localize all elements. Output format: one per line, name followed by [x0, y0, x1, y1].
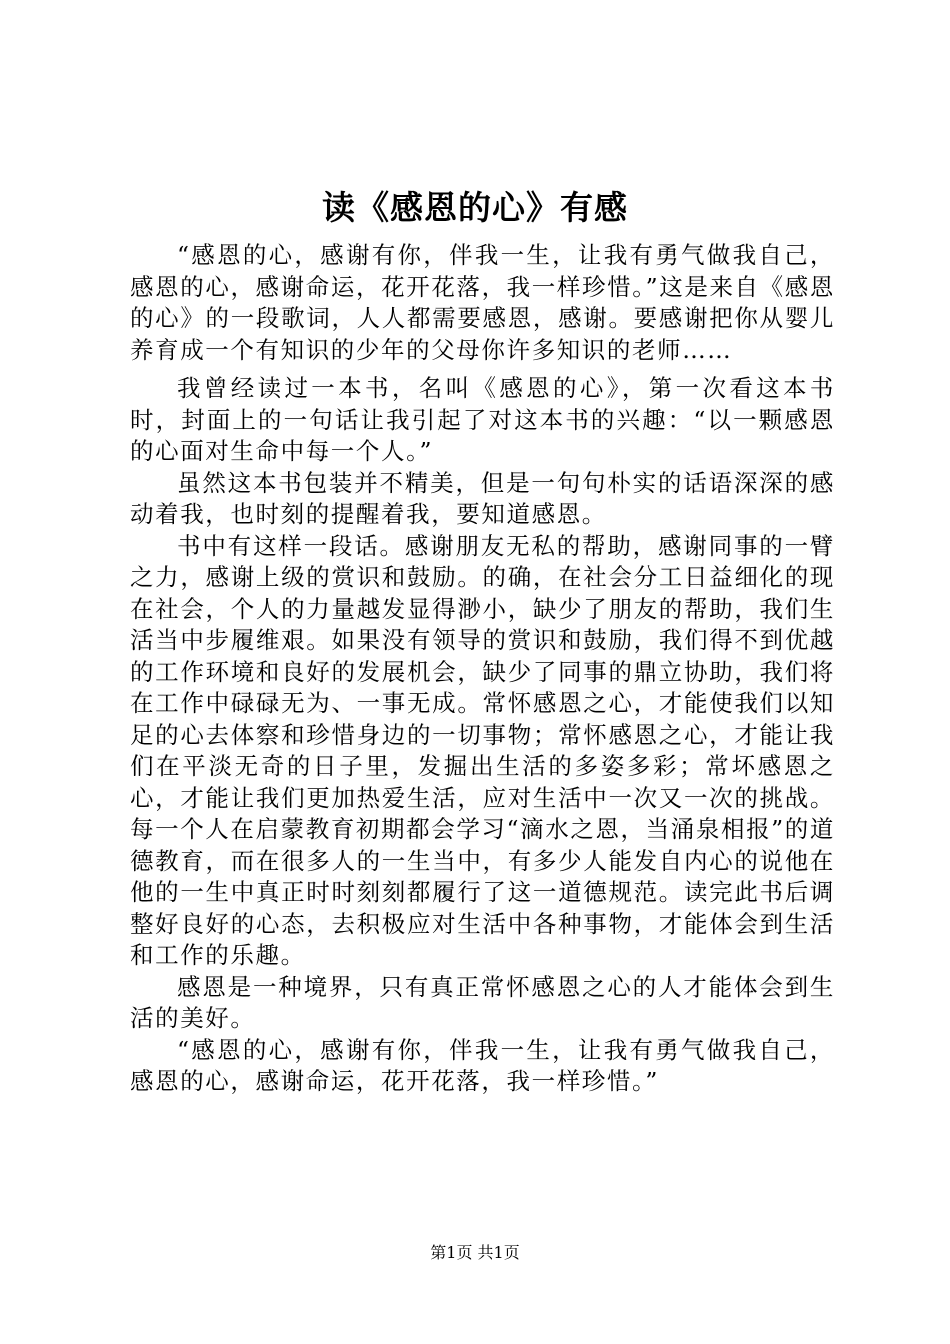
page-footer: 第1页 共1页: [430, 1243, 520, 1262]
paragraph-6: “感恩的心，感谢有你，伴我一生，让我有勇气做我自己，感恩的心，感谢命运，花开花落，我一样珍惜。”: [130, 1035, 835, 1095]
paragraph-2: 我曾经读过一本书，名叫《感恩的心》，第一次看这本书时，封面上的一句话让我引起了对这本书的兴趣：“以一颗感恩的心面对生命中每一个人。”: [130, 374, 835, 465]
document-title: 读《感恩的心》有感: [322, 188, 628, 227]
paragraph-1: “感恩的心，感谢有你，伴我一生，让我有勇气做我自己，感恩的心，感谢命运，花开花落，我一样珍惜。”这是来自《感恩的心》的一段歌词，人人都需要感恩，感谢。要感谢把你从婴儿养育成一个有知识的少年的父母你许多知识的老师……: [130, 241, 835, 364]
paragraph-4: 书中有这样一段话。感谢朋友无私的帮助，感谢同事的一臂之力，感谢上级的赏识和鼓励。的确，在社会分工日益细化的现在社会，个人的力量越发显得渺小，缺少了朋友的帮助，我们生活当中步履维艰。如果没有领导的赏识和鼓励，我们得不到优越的工作环境和良好的发展机会，缺少了同事的鼎立协助，我们将在工作中碌碌无为、一事无成。常怀感恩之心，才能使我们以知足的心去体察和珍惜身边的一切事物；常怀感恩之心，才能让我们在平淡无奇的日子里，发掘出生活的多姿多彩；常坏感恩之心，才能让我们更加热爱生活，应对生活中一次又一次的挑战。每一个人在启蒙教育初期都会学习“滴水之恩，当涌泉相报”的道德教育，而在很多人的一生当中，有多少人能发自内心的说他在他的一生中真正时时刻刻都履行了这一道德规范。读完此书后调整好良好的心态，去积极应对生活中各种事物，才能体会到生活和工作的乐趣。: [130, 531, 835, 969]
paragraph-5: 感恩是一种境界，只有真正常怀感恩之心的人才能体会到生活的美好。: [130, 972, 835, 1032]
document-body: [130, 240, 835, 1098]
paragraph-3: 虽然这本书包装并不精美，但是一句句朴实的话语深深的感动着我，也时刻的提醒着我，要知道感恩。: [130, 468, 835, 528]
